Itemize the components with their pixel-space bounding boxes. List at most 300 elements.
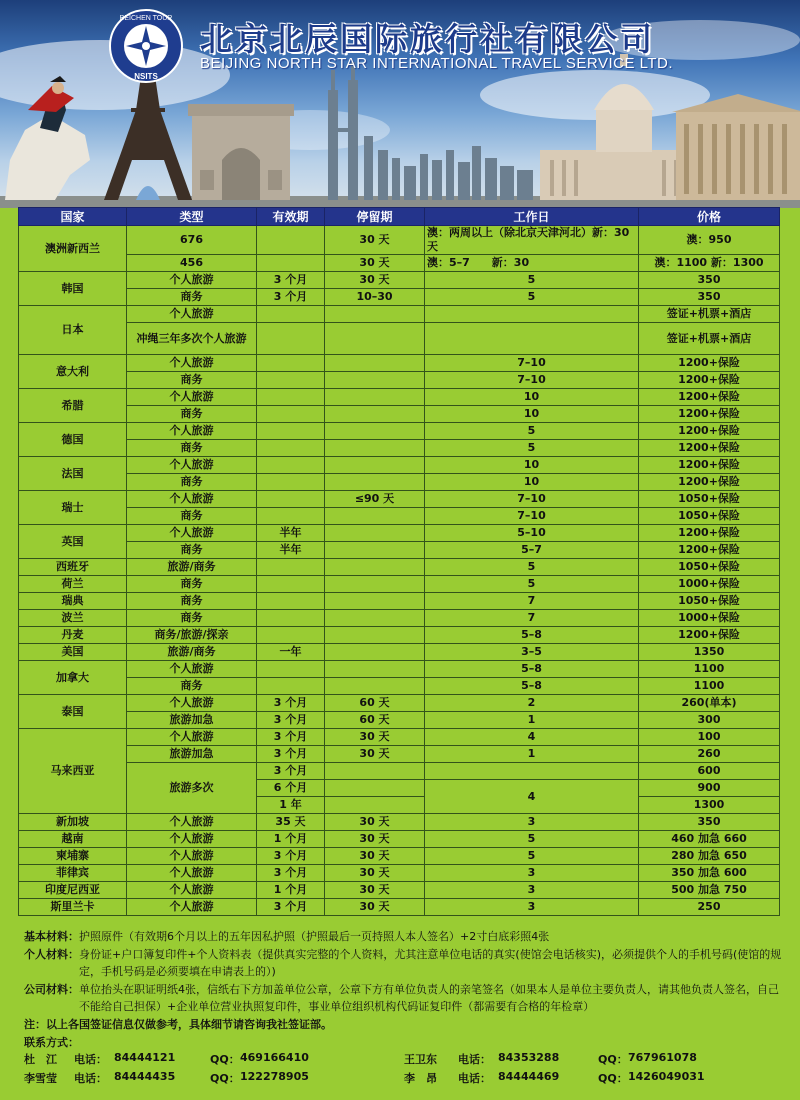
cell-validity (257, 559, 325, 576)
cell-workdays: 4 (425, 729, 639, 746)
cell-workdays: 1 (425, 746, 639, 763)
basic-materials-label: 基本材料： (24, 930, 79, 943)
company-materials (24, 981, 784, 1016)
cell-price: 1200+保险 (639, 406, 780, 423)
cell-price: 350 (639, 814, 780, 831)
cell-type: 个人旅游 (127, 355, 257, 372)
cell-stay (325, 457, 425, 474)
qq-label: QQ： (210, 1072, 240, 1085)
cell-stay (325, 323, 425, 355)
cell-country: 加拿大 (19, 661, 127, 695)
cell-workdays: 7–10 (425, 372, 639, 389)
contact-entry (24, 1051, 404, 1067)
cell-stay (325, 542, 425, 559)
table-row (19, 423, 780, 440)
cell-validity: 3 个月 (257, 746, 325, 763)
cell-workdays: 4 (425, 780, 639, 814)
cell-type: 个人旅游 (127, 848, 257, 865)
cell-price: 1200+保险 (639, 627, 780, 644)
table-row (19, 729, 780, 746)
header-country: 国家 (19, 208, 127, 226)
cell-workdays: 7 (425, 610, 639, 627)
cell-stay (325, 474, 425, 491)
cell-stay (325, 576, 425, 593)
cell-stay (325, 440, 425, 457)
cell-type: 冲绳三年多次个人旅游 (127, 323, 257, 355)
cell-type: 676 (127, 226, 257, 255)
cell-workdays: 5 (425, 559, 639, 576)
cell-workdays: 10 (425, 389, 639, 406)
cell-workdays: 3 (425, 814, 639, 831)
cell-type: 个人旅游 (127, 457, 257, 474)
cell-stay (325, 559, 425, 576)
cell-stay (325, 406, 425, 423)
table-row (19, 542, 780, 559)
cell-type: 商务 (127, 440, 257, 457)
table-row (19, 865, 780, 882)
table-row (19, 831, 780, 848)
cell-price: 签证+机票+酒店 (639, 323, 780, 355)
cell-validity: 3 个月 (257, 272, 325, 289)
cell-stay: 60 天 (325, 712, 425, 729)
cell-workdays (425, 306, 639, 323)
cell-stay (325, 593, 425, 610)
cell-workdays: 7–10 (425, 355, 639, 372)
contact-phone[interactable]: 84444469 (498, 1070, 560, 1083)
contact-heading: 联系方式： (24, 1036, 79, 1049)
horse-rider-painting (5, 76, 90, 200)
cell-validity: 一年 (257, 644, 325, 661)
cell-workdays: 5–7 (425, 542, 639, 559)
cell-type: 旅游/商务 (127, 644, 257, 661)
cell-stay: 30 天 (325, 746, 425, 763)
cell-type: 商务 (127, 542, 257, 559)
cell-validity: 3 个月 (257, 763, 325, 780)
cell-stay (325, 306, 425, 323)
table-row (19, 712, 780, 729)
cell-price: 350 (639, 272, 780, 289)
cell-stay: 30 天 (325, 865, 425, 882)
cell-type: 商务 (127, 289, 257, 306)
cell-stay (325, 372, 425, 389)
table-row (19, 814, 780, 831)
cell-workdays: 7–10 (425, 508, 639, 525)
cell-validity (257, 406, 325, 423)
cell-stay (325, 627, 425, 644)
cell-price: 1100 (639, 678, 780, 695)
table-header-row (19, 208, 780, 226)
arc-de-triomphe (188, 104, 294, 200)
cell-workdays: 3 (425, 899, 639, 916)
capitol-building (540, 54, 690, 200)
cell-validity (257, 491, 325, 508)
cell-country: 越南 (19, 831, 127, 848)
phone-label: 电话： (74, 1053, 107, 1066)
cell-type: 个人旅游 (127, 423, 257, 440)
cell-price: 350 加急 600 (639, 865, 780, 882)
cell-country: 西班牙 (19, 559, 127, 576)
personal-materials (24, 946, 784, 981)
cell-stay (325, 525, 425, 542)
company-logo (108, 8, 184, 84)
disclaimer: 注：以上各国签证信息仅做参考，具体细节请咨询我社签证部。 (24, 1017, 332, 1031)
table-row (19, 440, 780, 457)
basic-materials-text: 护照原件（有效期6个月以上的五年因私护照（护照最后一页持照人本人签名）+2寸白底彩照4张 (79, 930, 550, 943)
contact-entry (24, 1070, 404, 1086)
cell-workdays (425, 763, 639, 780)
cell-type: 个人旅游 (127, 272, 257, 289)
personal-materials-label: 个人材料： (24, 947, 79, 961)
cell-type: 旅游多次 (127, 763, 257, 814)
table-row (19, 508, 780, 525)
cell-type: 商务/旅游/探亲 (127, 627, 257, 644)
cell-country: 菲律宾 (19, 865, 127, 882)
cell-price: 260(单本) (639, 695, 780, 712)
cell-stay (325, 508, 425, 525)
cell-price: 1350 (639, 644, 780, 661)
cell-price: 300 (639, 712, 780, 729)
table-row (19, 474, 780, 491)
cell-type: 个人旅游 (127, 831, 257, 848)
requirements-notes (24, 928, 784, 1033)
cell-type: 商务 (127, 474, 257, 491)
cell-country: 荷兰 (19, 576, 127, 593)
cell-workdays: 5 (425, 423, 639, 440)
cell-workdays: 5 (425, 576, 639, 593)
cell-validity: 1 个月 (257, 882, 325, 899)
cell-stay (325, 678, 425, 695)
cell-validity (257, 226, 325, 255)
cell-workdays: 5–8 (425, 661, 639, 678)
table-row (19, 559, 780, 576)
cell-country: 希腊 (19, 389, 127, 423)
cell-country: 柬埔寨 (19, 848, 127, 865)
qq-label: QQ： (598, 1053, 628, 1066)
cell-validity (257, 423, 325, 440)
cell-validity: 1 个月 (257, 831, 325, 848)
cell-stay: 10–30 (325, 289, 425, 306)
cell-stay (325, 661, 425, 678)
cell-type: 456 (127, 255, 257, 272)
cell-country: 印度尼西亚 (19, 882, 127, 899)
table-row (19, 882, 780, 899)
cell-type: 个人旅游 (127, 661, 257, 678)
cell-price: 600 (639, 763, 780, 780)
contact-qq[interactable]: 469166410 (240, 1051, 309, 1064)
cell-country: 泰国 (19, 695, 127, 729)
table-row (19, 226, 780, 255)
cell-country: 法国 (19, 457, 127, 491)
table-row (19, 491, 780, 508)
cell-price: 1050+保险 (639, 491, 780, 508)
cell-country: 德国 (19, 423, 127, 457)
qq-label: QQ： (210, 1053, 240, 1066)
cell-workdays: 5–8 (425, 627, 639, 644)
cell-price: 1050+保险 (639, 508, 780, 525)
cell-stay (325, 780, 425, 797)
visa-price-table (18, 207, 780, 916)
phone-label: 电话： (458, 1072, 491, 1085)
company-materials-text: 单位抬头在职证明纸4张，信纸右下方加盖单位公章，公章下方有单位负责人的亲笔签名（如果本人是单位主要负责人，请其他负责人签名，自己不能给自己担保）+企业单位营业执照复印件，事业单位组织机构代码证复印件（都需要有合格的年检章） (79, 982, 779, 1013)
contact-phone[interactable]: 84444121 (114, 1051, 176, 1064)
cell-workdays: 7 (425, 593, 639, 610)
cell-price: 900 (639, 780, 780, 797)
header-price: 价格 (639, 208, 780, 226)
table-row (19, 525, 780, 542)
cell-validity (257, 255, 325, 272)
contact-qq[interactable]: 122278905 (240, 1070, 309, 1083)
table-row (19, 355, 780, 372)
cell-stay: 30 天 (325, 882, 425, 899)
cell-price: 1200+保险 (639, 457, 780, 474)
cell-country: 波兰 (19, 610, 127, 627)
header-validity: 有效期 (257, 208, 325, 226)
table-row (19, 678, 780, 695)
cell-type: 个人旅游 (127, 306, 257, 323)
cell-price: 500 加急 750 (639, 882, 780, 899)
table-row (19, 406, 780, 423)
contact-name: 王卫东 (404, 1053, 437, 1066)
cell-country: 澳洲新西兰 (19, 226, 127, 272)
table-body (19, 226, 780, 916)
cell-country: 新加坡 (19, 814, 127, 831)
cell-workdays: 澳：5–7 新：30 (425, 255, 639, 272)
cell-workdays: 7–10 (425, 491, 639, 508)
cell-workdays: 10 (425, 406, 639, 423)
contact-qq[interactable]: 1426049031 (628, 1070, 705, 1083)
cell-workdays: 10 (425, 457, 639, 474)
cell-validity (257, 306, 325, 323)
table-row (19, 272, 780, 289)
contact-qq[interactable]: 767961078 (628, 1051, 697, 1064)
table-row (19, 389, 780, 406)
cell-stay (325, 797, 425, 814)
logo-text-bottom: NSITS (134, 72, 158, 81)
cell-price: 1050+保险 (639, 559, 780, 576)
table-row (19, 372, 780, 389)
table-row (19, 644, 780, 661)
cell-country: 丹麦 (19, 627, 127, 644)
header-stay: 停留期 (325, 208, 425, 226)
cell-price: 1300 (639, 797, 780, 814)
cell-stay: 30 天 (325, 226, 425, 255)
cell-validity: 3 个月 (257, 729, 325, 746)
table-row (19, 306, 780, 323)
cell-type: 商务 (127, 678, 257, 695)
table-row (19, 627, 780, 644)
cell-stay: 30 天 (325, 831, 425, 848)
cell-stay (325, 389, 425, 406)
cell-validity (257, 627, 325, 644)
cell-type: 个人旅游 (127, 729, 257, 746)
cell-validity (257, 661, 325, 678)
cell-price: 350 (639, 289, 780, 306)
company-materials-label: 公司材料： (24, 982, 79, 996)
cell-workdays: 3–5 (425, 644, 639, 661)
table-row (19, 289, 780, 306)
cell-country: 瑞士 (19, 491, 127, 525)
cell-stay: 30 天 (325, 272, 425, 289)
cell-workdays: 5–8 (425, 678, 639, 695)
table-row (19, 457, 780, 474)
company-title-cn: 北京北辰国际旅行社有限公司 (200, 20, 656, 58)
cell-price: 1200+保险 (639, 372, 780, 389)
phone-label: 电话： (74, 1072, 107, 1085)
cell-price: 1200+保险 (639, 525, 780, 542)
cell-validity (257, 440, 325, 457)
cell-type: 商务 (127, 593, 257, 610)
cell-price: 260 (639, 746, 780, 763)
cell-type: 商务 (127, 610, 257, 627)
cell-workdays: 5 (425, 289, 639, 306)
cell-validity (257, 323, 325, 355)
cell-workdays: 5 (425, 440, 639, 457)
cell-price: 1200+保险 (639, 542, 780, 559)
cell-workdays: 5 (425, 848, 639, 865)
contact-phone[interactable]: 84444435 (114, 1070, 176, 1083)
cell-price: 1200+保险 (639, 440, 780, 457)
contact-name: 李雪莹 (24, 1072, 57, 1085)
personal-materials-text: 身份证+户口簿复印件+个人资料表（提供真实完整的个人资料，尤其注意单位电话的真实(使馆会电话核实)，必须提供个人的手机号码(使馆的规定，手机号码是必须要填在申请表上的）) (79, 947, 782, 978)
cell-price: 280 加急 650 (639, 848, 780, 865)
cell-validity: 6 个月 (257, 780, 325, 797)
cell-validity: 3 个月 (257, 899, 325, 916)
table-row (19, 576, 780, 593)
header-type: 类型 (127, 208, 257, 226)
cell-type: 旅游加急 (127, 712, 257, 729)
cell-type: 旅游/商务 (127, 559, 257, 576)
city-skyline (328, 62, 533, 200)
cell-stay (325, 644, 425, 661)
cell-validity (257, 474, 325, 491)
cell-workdays (425, 323, 639, 355)
table-row (19, 255, 780, 272)
cell-validity: 3 个月 (257, 865, 325, 882)
cell-stay (325, 423, 425, 440)
cell-price: 澳：1100 新：1300 (639, 255, 780, 272)
cell-price: 1200+保险 (639, 474, 780, 491)
cell-validity: 3 个月 (257, 289, 325, 306)
cell-workdays: 澳：两周以上（除北京天津河北）新：30 天 (425, 226, 639, 255)
table-row (19, 763, 780, 780)
cell-country: 意大利 (19, 355, 127, 389)
logo-text-top: BEICHEN TOUR (119, 15, 173, 22)
contact-info (24, 1034, 784, 1086)
cell-stay: 60 天 (325, 695, 425, 712)
cell-stay (325, 355, 425, 372)
cell-type: 个人旅游 (127, 491, 257, 508)
cell-type: 个人旅游 (127, 882, 257, 899)
cell-price: 100 (639, 729, 780, 746)
table-row (19, 610, 780, 627)
cell-stay (325, 610, 425, 627)
cell-validity (257, 508, 325, 525)
cell-validity (257, 389, 325, 406)
cell-price: 1200+保险 (639, 355, 780, 372)
cell-workdays: 5 (425, 272, 639, 289)
cell-stay: 30 天 (325, 899, 425, 916)
cell-price: 澳：950 (639, 226, 780, 255)
company-title-en: BEIJING NORTH STAR INTERNATIONAL TRAVEL SERVICE LTD. (200, 55, 674, 72)
cell-type: 商务 (127, 508, 257, 525)
cell-validity (257, 355, 325, 372)
cell-type: 商务 (127, 406, 257, 423)
cell-price: 1100 (639, 661, 780, 678)
cell-country: 日本 (19, 306, 127, 355)
cell-type: 个人旅游 (127, 389, 257, 406)
cell-price: 1200+保险 (639, 389, 780, 406)
cell-stay: 30 天 (325, 729, 425, 746)
cell-price: 250 (639, 899, 780, 916)
cell-country: 韩国 (19, 272, 127, 306)
cell-validity (257, 576, 325, 593)
cell-price: 签证+机票+酒店 (639, 306, 780, 323)
cell-workdays: 2 (425, 695, 639, 712)
columned-building (672, 94, 800, 200)
cell-workdays: 10 (425, 474, 639, 491)
cell-workdays: 3 (425, 865, 639, 882)
cell-type: 个人旅游 (127, 814, 257, 831)
cell-price: 1000+保险 (639, 610, 780, 627)
table-row (19, 695, 780, 712)
table-row (19, 661, 780, 678)
contact-entry (404, 1070, 784, 1086)
cell-price: 1050+保险 (639, 593, 780, 610)
cell-validity: 3 个月 (257, 695, 325, 712)
cell-price: 1200+保险 (639, 423, 780, 440)
cell-country: 马来西亚 (19, 729, 127, 814)
contact-entry (404, 1051, 784, 1067)
cell-type: 个人旅游 (127, 525, 257, 542)
cell-validity: 半年 (257, 525, 325, 542)
cell-validity: 35 天 (257, 814, 325, 831)
cell-stay: 30 天 (325, 848, 425, 865)
cell-country: 英国 (19, 525, 127, 559)
table-row (19, 746, 780, 763)
basic-materials (24, 928, 784, 946)
contact-name: 杜 江 (24, 1053, 57, 1066)
cell-validity: 1 年 (257, 797, 325, 814)
qq-label: QQ： (598, 1072, 628, 1085)
cell-stay: 30 天 (325, 814, 425, 831)
cell-validity (257, 457, 325, 474)
cell-validity (257, 610, 325, 627)
cell-type: 商务 (127, 372, 257, 389)
table-row (19, 593, 780, 610)
cell-workdays: 5 (425, 831, 639, 848)
cell-validity (257, 678, 325, 695)
contact-phone[interactable]: 84353288 (498, 1051, 560, 1064)
cell-validity: 半年 (257, 542, 325, 559)
table-row (19, 899, 780, 916)
cell-type: 商务 (127, 576, 257, 593)
cell-stay (325, 763, 425, 780)
header-workdays: 工作日 (425, 208, 639, 226)
cell-validity: 3 个月 (257, 712, 325, 729)
cell-type: 个人旅游 (127, 695, 257, 712)
cell-stay: 30 天 (325, 255, 425, 272)
cell-country: 瑞典 (19, 593, 127, 610)
table-row (19, 323, 780, 355)
cell-validity: 3 个月 (257, 848, 325, 865)
cell-validity (257, 372, 325, 389)
cell-workdays: 3 (425, 882, 639, 899)
table-row (19, 848, 780, 865)
phone-label: 电话： (458, 1053, 491, 1066)
cell-type: 个人旅游 (127, 899, 257, 916)
cell-validity (257, 593, 325, 610)
cell-country: 美国 (19, 644, 127, 661)
